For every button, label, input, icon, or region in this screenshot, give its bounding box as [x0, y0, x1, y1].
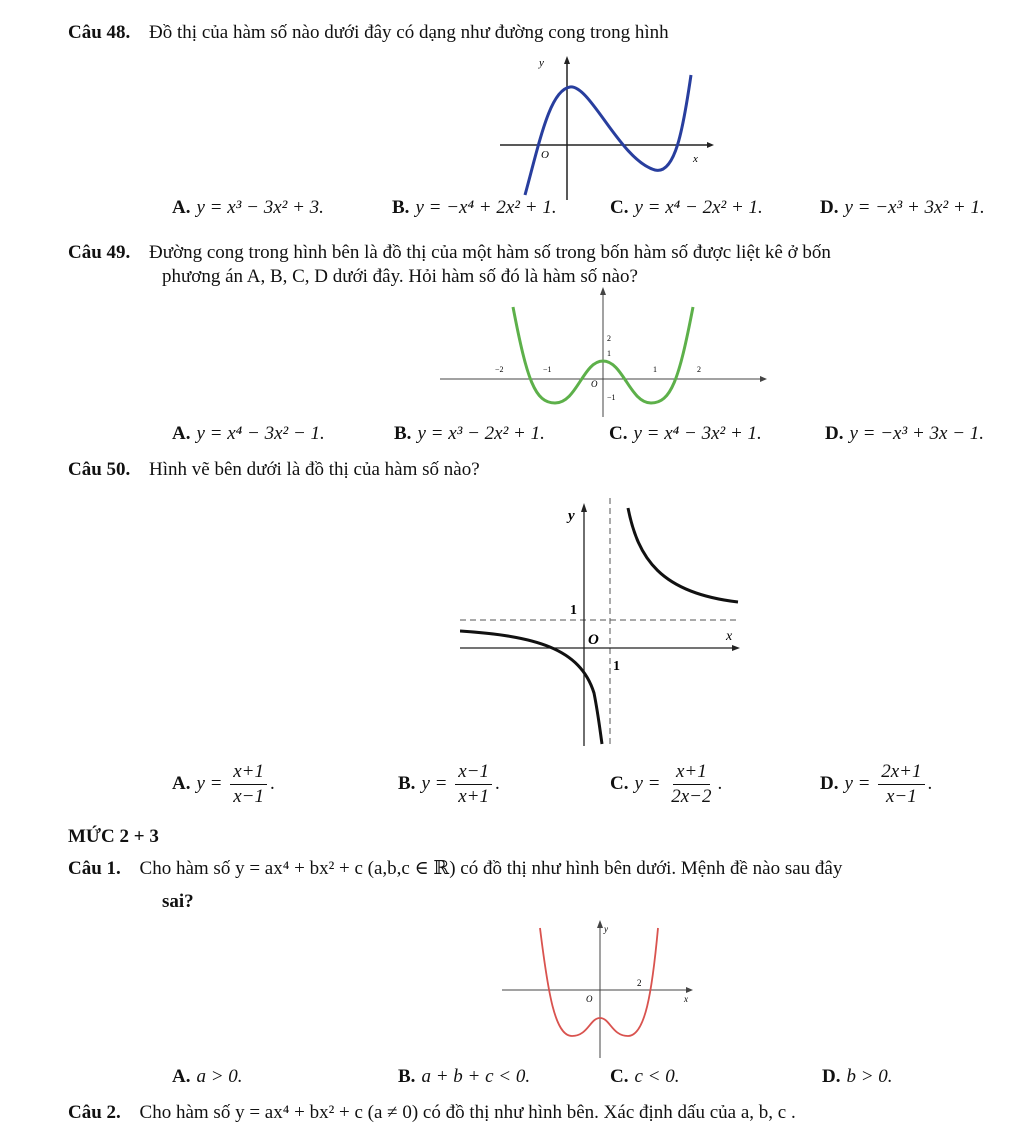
level-heading: MỨC 2 + 3 — [68, 826, 159, 847]
q50-graph — [460, 498, 745, 748]
q49-option-d[interactable]: D. y = −x³ + 3x − 1. — [825, 423, 985, 444]
q49-x-arrow — [760, 376, 767, 382]
q50-number: Câu 50. — [68, 459, 131, 480]
c1-options — [172, 1066, 1022, 1092]
c1-option-d[interactable]: D. b > 0. — [822, 1066, 893, 1087]
q50-text: Hình vẽ bên dưới là đồ thị của hàm số nào? — [149, 459, 480, 480]
q48-curve — [525, 75, 691, 195]
c1-tick-2: 2 — [637, 978, 642, 988]
q50-option-c[interactable]: C. y = $\frac{x+1}{2x-2}$ . — [610, 761, 723, 807]
c1-y-label: y — [604, 924, 608, 934]
q49-tick-y1: 1 — [607, 349, 611, 358]
q49-origin: O — [591, 379, 598, 389]
q49-tick-yneg1: −1 — [607, 393, 616, 402]
q50-y-arrow — [581, 503, 587, 512]
q50-option-b[interactable]: B. y = $\frac{x-1}{x+1}$ . — [398, 761, 500, 807]
q48-y-arrow — [564, 56, 570, 64]
c2-text: Cho hàm số y = ax⁴ + bx² + c (a ≠ 0) có đồ thị như hình bên. Xác định dấu của a, b, c . — [139, 1102, 796, 1123]
q48-graph — [495, 50, 715, 205]
q48-option-d[interactable]: D. y = −x³ + 3x² + 1. — [820, 197, 985, 218]
q48-origin: O — [541, 149, 549, 161]
q50-curve-right — [628, 508, 738, 602]
q49-tick-neg1: −1 — [543, 365, 552, 374]
q50-tick-y1: 1 — [570, 603, 577, 618]
q48-x-arrow — [707, 142, 714, 148]
c1-text-1: Cho hàm số y = ax⁴ + bx² + c (a,b,c ∈ ℝ) có đồ thị như hình bên dưới. Mệnh đề nào sau đây — [139, 858, 843, 879]
q49-graph — [435, 285, 770, 420]
q50-tick-x1: 1 — [613, 659, 620, 674]
q49-tick-2: 2 — [697, 365, 701, 374]
q48-options — [172, 197, 1022, 223]
c1-graph — [500, 918, 700, 1063]
q48-y-label: y — [539, 57, 544, 69]
q49-tick-neg2: −2 — [495, 365, 504, 374]
q50-origin: O — [588, 632, 599, 648]
q49-y-arrow — [600, 287, 606, 295]
q49-text-1: Đường cong trong hình bên là đồ thị của một hàm số trong bốn hàm số được liệt kê ở bốn — [149, 242, 831, 263]
q50-x-arrow — [732, 645, 740, 651]
q48-option-c[interactable]: C. y = x⁴ − 2x² + 1. — [610, 197, 763, 218]
c1-number: Câu 1. — [68, 858, 121, 879]
q48-option-b[interactable]: B. y = −x⁴ + 2x² + 1. — [392, 197, 557, 218]
c1-option-b[interactable]: B. a + b + c < 0. — [398, 1066, 531, 1087]
c1-stem-line2: sai? — [162, 891, 194, 912]
c1-option-c[interactable]: C. c < 0. — [610, 1066, 680, 1087]
c1-option-a[interactable]: A. a > 0. — [172, 1066, 243, 1087]
q48-x-label: x — [693, 153, 698, 165]
q49-stem-line1 — [68, 240, 831, 266]
q50-stem — [68, 457, 480, 483]
c1-stem-line1 — [68, 856, 842, 882]
q48-option-a[interactable]: A. y = x³ − 3x² + 3. — [172, 197, 324, 218]
q50-options — [172, 760, 1022, 820]
q49-option-b[interactable]: B. y = x³ − 2x² + 1. — [394, 423, 545, 444]
q49-tick-1: 1 — [653, 365, 657, 374]
q50-option-d[interactable]: D. y = $\frac{2x+1}{x-1}$ . — [820, 761, 933, 807]
c1-y-arrow — [597, 920, 603, 928]
c1-x-label: x — [684, 994, 688, 1004]
q48-stem — [68, 20, 669, 46]
q50-y-label: y — [568, 508, 575, 524]
q48-number: Câu 48. — [68, 22, 131, 43]
c1-origin: O — [586, 994, 593, 1004]
c2-number: Câu 2. — [68, 1102, 121, 1123]
q50-option-a[interactable]: A. y = $\frac{x+1}{x-1}$ . — [172, 761, 275, 807]
c1-x-arrow — [686, 987, 693, 993]
c2-stem — [68, 1100, 796, 1126]
q49-options — [172, 423, 1022, 449]
q49-stem-line2: phương án A, B, C, D dưới đây. Hỏi hàm số đó là hàm số nào? — [162, 266, 638, 287]
q48-text: Đồ thị của hàm số nào dưới đây có dạng như đường cong trong hình — [149, 22, 669, 43]
q49-tick-y2: 2 — [607, 334, 611, 343]
q50-x-label: x — [726, 629, 733, 644]
q49-number: Câu 49. — [68, 242, 131, 263]
q49-option-c[interactable]: C. y = x⁴ − 3x² + 1. — [609, 423, 762, 444]
q49-option-a[interactable]: A. y = x⁴ − 3x² − 1. — [172, 423, 325, 444]
